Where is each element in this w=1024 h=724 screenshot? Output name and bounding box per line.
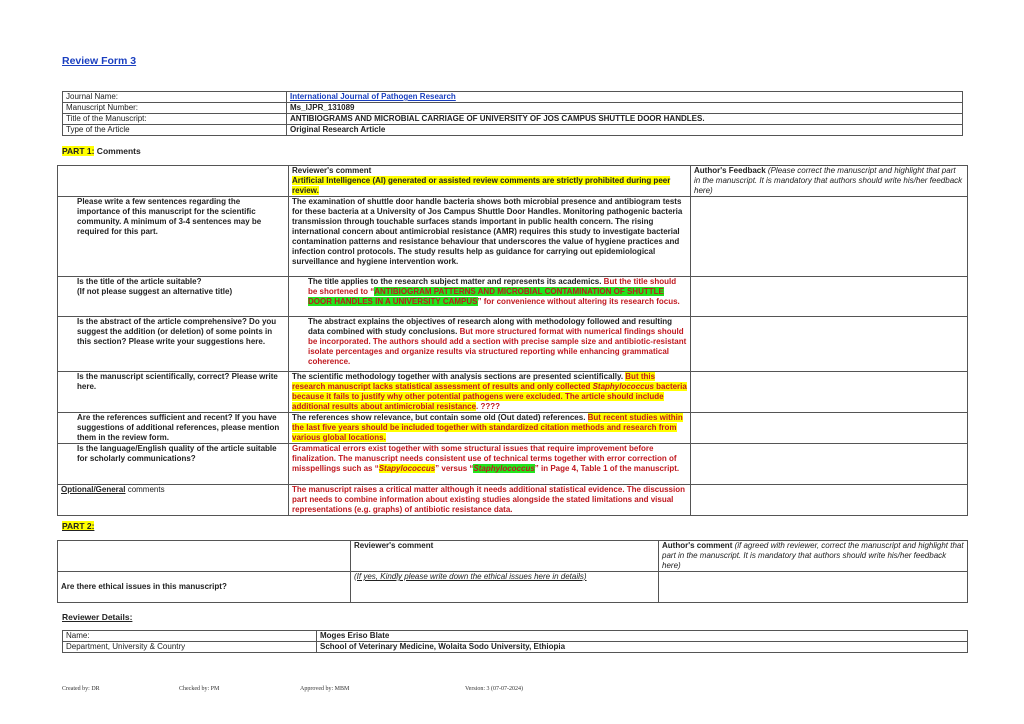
comments-label: comments <box>125 485 165 494</box>
footer-approved: Approved by: MBM <box>300 686 350 692</box>
footer-checked: Checked by: PM <box>179 686 220 692</box>
journal-name-link[interactable]: International Journal of Pathogen Research <box>290 92 456 101</box>
comment-references <box>289 413 691 444</box>
comment-text: The title applies to the research subject matter and represents its academics. <box>308 277 604 286</box>
question-abstract: Is the abstract of the article comprehensive? Do you suggest the addition (or deletion) of some points in this section? Please write your suggestions here. <box>58 317 289 372</box>
comment-language <box>289 444 691 485</box>
reviewer-name-value: Moges Eriso Blate <box>317 631 968 642</box>
author-feedback-cell[interactable] <box>691 444 968 485</box>
manuscript-number-value: Ms_IJPR_131089 <box>287 103 963 114</box>
empty-header-cell <box>58 166 289 197</box>
journal-name-label: Journal Name: <box>63 92 287 103</box>
comment-text: But more structured format with numerical findings should be incorporated. The authors should add a section with precise sample size and antibiotic-resistant isolate percentages and organize results via structured reporting while enhancing grammatical coherence. <box>308 327 687 366</box>
part1-heading <box>62 146 141 156</box>
part2-table <box>57 540 968 603</box>
comment-optional: The manuscript raises a critical matter although it needs additional statistical evidence. The discussion part needs to combine information about existing studies alongside the stated limitations and visual representations (e.g. graphs) of antibiotic resistance data. <box>289 485 691 516</box>
comment-text: The scientific methodology together with analysis sections are presented scientifically. <box>292 372 626 381</box>
part1-comments-table <box>57 165 968 516</box>
comment-text: But the title should be shortened to “ <box>308 277 677 296</box>
ethical-issues-question: Are there ethical issues in this manuscript? <box>58 572 351 603</box>
optional-general-label: Optional/General <box>61 485 126 494</box>
manuscript-title-value: ANTIBIOGRAMS AND MICROBIAL CARRIAGE OF UNIVERSITY OF JOS CAMPUS SHUTTLE DOOR HANDLES. <box>287 114 963 125</box>
question-scientific: Is the manuscript scientifically, correct? Please write here. <box>58 372 289 413</box>
question-title: Is the title of the article suitable? <box>77 277 202 286</box>
comment-text: . ???? <box>476 402 501 411</box>
part2-heading: PART 2: <box>62 521 95 531</box>
author-feedback-cell[interactable] <box>691 197 968 277</box>
author-feedback-cell[interactable] <box>691 317 968 372</box>
manuscript-title-label: Title of the Manuscript: <box>63 114 287 125</box>
reviewer-comment-header: Reviewer's comment <box>292 166 372 175</box>
author-comment-cell[interactable] <box>659 572 968 603</box>
part2-author-note: (if agreed with reviewer, correct the manuscript and highlight that part in the manuscript. It is mandatory that authors should write his/her feedback here) <box>662 541 964 570</box>
reviewer-name-label: Name: <box>63 631 317 642</box>
reviewer-details-table <box>62 630 968 653</box>
comment-text: The references show relevance, but contain some old (Out dated) references. <box>292 413 588 422</box>
part1-label: PART 1: <box>62 146 95 156</box>
author-feedback-header: Author's Feedback <box>694 166 766 175</box>
manuscript-number-label: Manuscript Number: <box>63 103 287 114</box>
author-feedback-cell[interactable] <box>691 413 968 444</box>
question-references: Are the references sufficient and recent? If you have suggestions of additional references, please mention them in the review form. <box>58 413 289 444</box>
part1-heading-rest: Comments <box>94 146 141 156</box>
empty-header-cell <box>58 541 351 572</box>
ai-notice: Artificial Intelligence (AI) generated or assisted review comments are strictly prohibited during peer review. <box>292 176 671 195</box>
misspelling: Stapylococcus <box>378 464 436 473</box>
comment-text: But recent studies within the last five years should be included together with standardized citation methods and research from various global locations. <box>292 413 683 442</box>
comment-text: Grammatical errors exist together with some structural issues that require improvement before finalization. The manuscript needs consistent use of technical terms together with error correction of misspellings such as “ <box>292 444 677 473</box>
comment-importance: The examination of shuttle door handle bacteria shows both microbial presence and antibiogram tests for these bacteria at a University of Jos Campus Shuttle Door Handles. Monitoring pathogenic bacteria transmission through touchable surfaces stands important in public health concern. The rising international concern about antimicrobial resistance (AMR) requires this study to investigate bacterial contamination patterns and resistance behaviour that underscores the value of hygiene practices and infection control protocols. The study results help as guidance for carrying out epidemiological surveillance and hygiene intervention work. <box>289 197 691 277</box>
comment-text: Staphylococcus <box>592 382 654 391</box>
article-type-label: Type of the Article <box>63 125 287 136</box>
author-feedback-cell[interactable] <box>691 485 968 516</box>
ethical-issues-placeholder[interactable]: (If yes, Kindly please write down the ethical issues here in details) <box>354 572 587 581</box>
author-feedback-cell[interactable] <box>691 277 968 317</box>
question-language: Is the language/English quality of the article suitable for scholarly communications? <box>58 444 289 485</box>
manuscript-info-table <box>62 91 963 136</box>
footer-version: Version: 3 (07-07-2024) <box>465 686 523 692</box>
part2-reviewer-header: Reviewer's comment <box>351 541 659 572</box>
comment-text: The abstract explains the objectives of research along with methodology followed and resulting data combined with study conclusions. <box>308 317 673 336</box>
form-title: Review Form 3 <box>62 55 137 67</box>
comment-text: ” in Page 4, Table 1 of the manuscript. <box>534 464 680 473</box>
footer-created: Created by: DR <box>62 686 100 692</box>
question-optional <box>58 485 289 516</box>
comment-abstract <box>289 317 691 372</box>
comment-title <box>289 277 691 317</box>
correct-spelling: Staphylococcus <box>473 464 535 473</box>
reviewer-details-heading: Reviewer Details: <box>62 612 133 622</box>
comment-text: bacteria because it fails to justify why other potential pathogens were excluded. The article should include additional results about antimicrobial resistance <box>292 382 687 411</box>
reviewer-department-value: School of Veterinary Medicine, Wolaita Sodo University, Ethiopia <box>317 642 968 653</box>
comment-text: ” for convenience without altering its research focus. <box>477 297 680 306</box>
reviewer-department-label: Department, University & Country <box>63 642 317 653</box>
suggested-title: ANTIBIOGRAM PATTERNS AND MICROBIAL CONTAMINATION OF SHUTTLE DOOR HANDLES IN A UNIVERSITY CAMPUS <box>308 287 664 306</box>
comment-scientific <box>289 372 691 413</box>
part2-author-header: Author's comment <box>662 541 733 550</box>
author-feedback-note: (Please correct the manuscript and highlight that part in the manuscript. It is mandatory that authors should write his/her feedback here) <box>694 166 963 195</box>
article-type-value: Original Research Article <box>287 125 963 136</box>
author-feedback-cell[interactable] <box>691 372 968 413</box>
comment-text: ” versus “ <box>435 464 474 473</box>
comment-text: But this research manuscript lacks statistical assessment of results and only collected <box>292 372 656 391</box>
question-importance: Please write a few sentences regarding the importance of this manuscript for the scientific community. A minimum of 3-4 sentences may be required for this part. <box>58 197 289 277</box>
question-title-sub: (If not please suggest an alternative title) <box>77 287 233 296</box>
